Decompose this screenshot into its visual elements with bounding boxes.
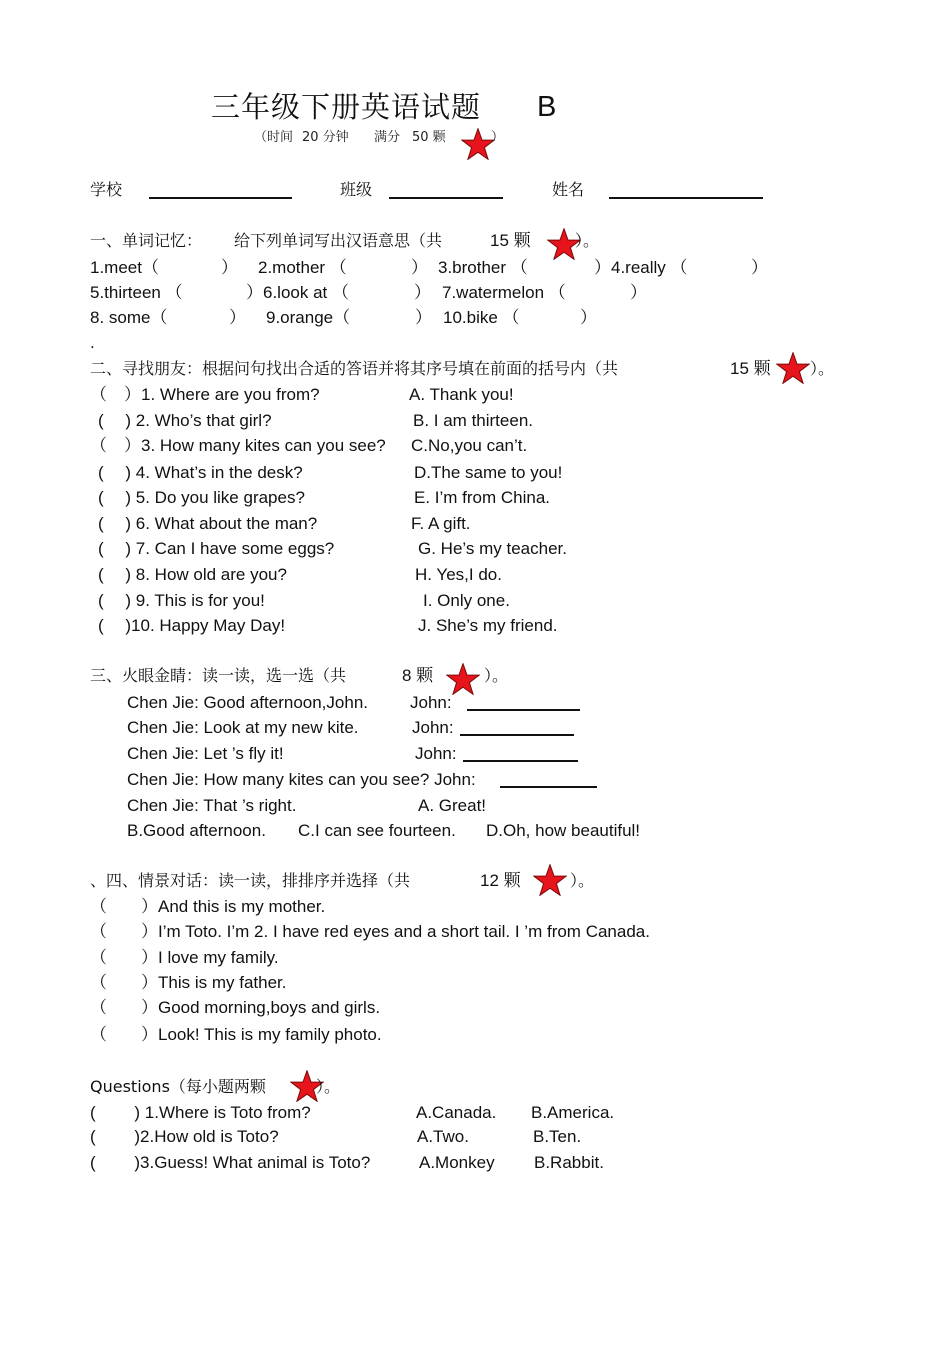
match-answer: A. Thank you! <box>409 385 514 404</box>
subtitle-score-label: 满分 <box>374 130 401 145</box>
answer-blank[interactable] <box>463 760 578 762</box>
option-d: D.Oh, how beautiful! <box>486 821 641 840</box>
star-icon <box>446 663 480 695</box>
word-item: 1.meet（ <box>90 258 159 277</box>
subtitle-close: ） <box>491 130 505 145</box>
word-item: 2.mother （ <box>258 258 347 277</box>
section3-count: 8 颗 <box>402 666 434 685</box>
word-bracket: ） <box>411 258 428 277</box>
word-item: 8. some（ <box>90 308 168 327</box>
questions-close: ）。 <box>316 1077 341 1096</box>
section2-count: 15 颗 <box>730 359 771 378</box>
question-option-a: A.Canada. <box>416 1103 497 1122</box>
order-item: （ ）This is my father. <box>90 973 287 992</box>
match-answer: B. I am thirteen. <box>413 411 533 430</box>
class-blank[interactable] <box>389 197 503 199</box>
page-title: 三年级下册英语试题 <box>211 90 482 124</box>
dialogue-line: Chen Jie: Good afternoon,John. <box>127 693 368 712</box>
question-option-a: A.Two. <box>417 1127 469 1146</box>
word-bracket: ） <box>221 258 238 277</box>
question-item: ( )3.Guess! What animal is Toto? <box>90 1153 371 1172</box>
word-bracket: ） <box>630 283 647 302</box>
option-a: A. Great! <box>418 796 487 815</box>
question-item: ( ) 1.Where is Toto from? <box>90 1103 311 1122</box>
order-item: （ ）Look! This is my family photo. <box>90 1025 382 1044</box>
answer-blank[interactable] <box>467 709 580 711</box>
star-icon <box>776 352 810 384</box>
dialogue-line: Chen Jie: Let ’s fly it! <box>127 744 284 763</box>
word-item: 9.orange（ <box>266 308 351 327</box>
dialogue-line: Chen Jie: Look at my new kite. <box>127 718 359 737</box>
word-bracket: ） <box>415 308 432 327</box>
stray-dot: . <box>90 333 95 352</box>
name-label: 姓名 <box>552 180 585 199</box>
dialogue-line: Chen Jie: That ’s right. <box>127 796 297 815</box>
match-question: ( ) 9. This is for you! <box>98 591 265 610</box>
order-item: （ ）I’m Toto. I’m 2. I have red eyes and a short tail. I ’m from Canada. <box>90 922 650 941</box>
match-question: ( ) 4. What’s in the desk? <box>98 463 303 482</box>
word-item: 3.brother （ <box>438 258 528 277</box>
subtitle-time-label: （时间 <box>254 130 294 145</box>
title-suffix: B <box>537 91 557 123</box>
word-bracket: ） <box>580 308 597 327</box>
section4-close: ）。 <box>570 871 595 890</box>
match-question: （ ）1. Where are you from? <box>90 385 320 404</box>
match-question: ( ) 7. Can I have some eggs? <box>98 539 335 558</box>
match-question: ( )10. Happy May Day! <box>98 616 286 635</box>
school-blank[interactable] <box>149 197 292 199</box>
word-bracket: ） <box>414 283 431 302</box>
word-item: 5.thirteen （ <box>90 283 183 302</box>
match-answer: I. Only one. <box>423 591 510 610</box>
match-answer: J. She’s my friend. <box>418 616 558 635</box>
subtitle-time-value: 20 分钟 <box>302 130 349 145</box>
match-question: ( ) 2. Who’s that girl? <box>98 411 272 430</box>
star-icon <box>461 128 495 160</box>
match-answer: F. A gift. <box>411 514 471 533</box>
order-item: （ ）I love my family. <box>90 948 279 967</box>
match-question: ( ) 8. How old are you? <box>98 565 287 584</box>
section1-instruction: 给下列单词写出汉语意思（共 <box>234 231 443 250</box>
match-answer: H. Yes,I do. <box>415 565 502 584</box>
question-option-a: A.Monkey <box>419 1153 495 1172</box>
order-item: （ ）Good morning,boys and girls. <box>90 998 381 1017</box>
option-b: B.Good afternoon. <box>127 821 266 840</box>
word-item: 7.watermelon （ <box>442 283 566 302</box>
questions-heading: Questions（每小题两颗 <box>90 1077 266 1096</box>
section2-heading: 二、寻找朋友：根据问句找出合适的答语并将其序号填在前面的括号内（共 <box>90 359 619 378</box>
match-answer: C.No,you can’t. <box>411 436 528 455</box>
question-option-b: B.Rabbit. <box>534 1153 604 1172</box>
section4-count: 12 颗 <box>480 871 521 890</box>
match-answer: D.The same to you! <box>414 463 563 482</box>
word-bracket: ） <box>229 308 246 327</box>
question-option-b: B.America. <box>531 1103 615 1122</box>
section1-count: 15 颗 <box>490 231 531 250</box>
match-question: ( ) 6. What about the man? <box>98 514 318 533</box>
word-item: ）6.look at （ <box>246 283 349 302</box>
name-blank[interactable] <box>609 197 763 199</box>
section3-close: ）。 <box>484 666 509 685</box>
star-icon <box>533 864 567 896</box>
question-item: ( )2.How old is Toto? <box>90 1127 279 1146</box>
answer-blank[interactable] <box>500 786 597 788</box>
word-item: 10.bike （ <box>443 308 520 327</box>
john-label: John: <box>415 744 457 763</box>
section4-heading: 、四、情景对话：读一读，排排序并选择（共 <box>90 871 411 890</box>
answer-blank[interactable] <box>460 734 574 736</box>
john-label: John: <box>410 693 452 712</box>
option-c: C.I can see fourteen. <box>298 821 456 840</box>
dialogue-line: Chen Jie: How many kites can you see? John: <box>127 770 476 789</box>
question-option-b: B.Ten. <box>533 1127 582 1146</box>
match-answer: G. He’s my teacher. <box>418 539 567 558</box>
section1-close: ）。 <box>575 231 600 250</box>
match-answer: E. I’m from China. <box>414 488 551 507</box>
school-label: 学校 <box>90 180 123 199</box>
subtitle-score-value: 50 颗 <box>412 130 446 145</box>
section2-close: ）。 <box>810 359 835 378</box>
john-label: John: <box>412 718 454 737</box>
match-question: ( ) 5. Do you like grapes? <box>98 488 305 507</box>
class-label: 班级 <box>340 180 373 199</box>
match-question: （ ）3. How many kites can you see? <box>90 436 386 455</box>
section1-heading: 一、单词记忆： <box>90 231 203 250</box>
word-bracket: ） <box>751 258 768 277</box>
section3-heading: 三、火眼金睛：读一读，选一选（共 <box>90 666 347 685</box>
word-item: ）4.really （ <box>594 258 688 277</box>
order-item: （ ）And this is my mother. <box>90 897 326 916</box>
